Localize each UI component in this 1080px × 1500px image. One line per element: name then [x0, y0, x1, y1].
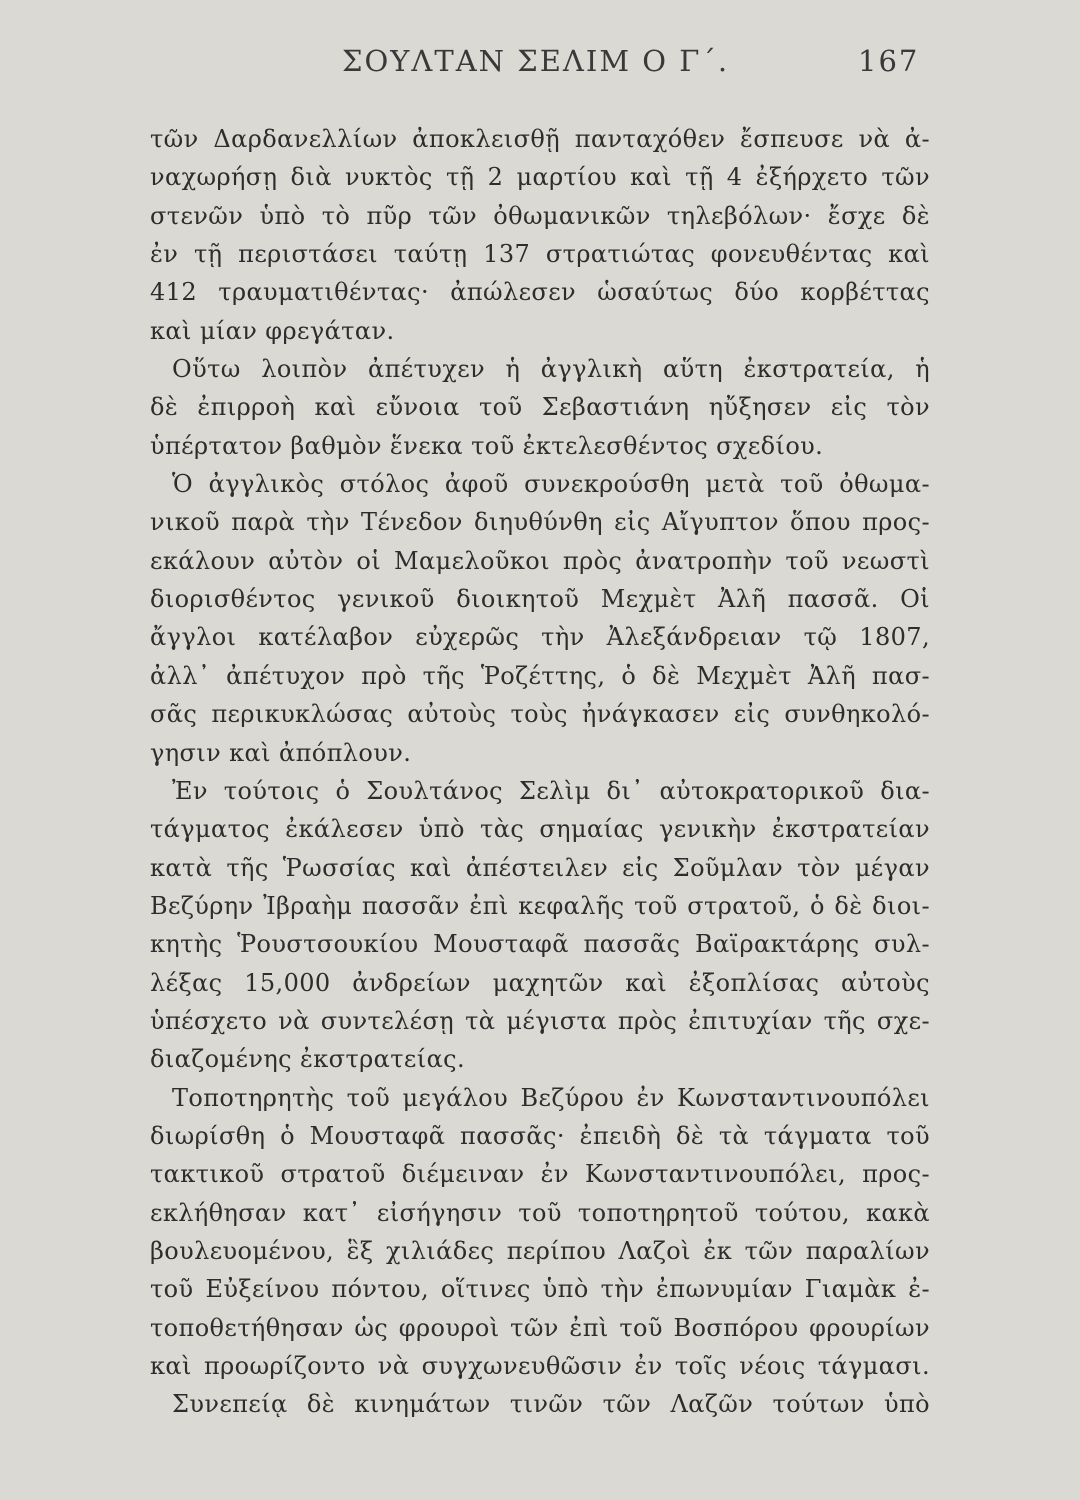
text-line: ὑπέσχετο νὰ συντελέσῃ τὰ μέγιστα πρὸς ἐπιτυχίαν τῆς σχε-	[150, 1006, 930, 1035]
text-line: ἄγγλοι κατέλαβον εὐχερῶς τὴν Ἀλεξάνδρειαν τῷ 1807,	[150, 623, 930, 652]
text-line: τάγματος ἐκάλεσεν ὑπὸ τὰς σημαίας γενικὴν ἐκστρατείαν	[150, 815, 930, 844]
text-line: τακτικοῦ στρατοῦ διέμειναν ἐν Κωνσταντινουπόλει, προς-	[150, 1160, 930, 1189]
text-line: ἐν τῇ περιστάσει ταύτῃ 137 στρατιώτας φονευθέντας καὶ	[150, 240, 930, 269]
text-line: σᾶς περικυκλώσας αὐτοὺς τοὺς ἠνάγκασεν εἰς συνθηκολό-	[150, 700, 930, 729]
text-line: Βεζύρην Ἰβραὴμ πασσᾶν ἐπὶ κεφαλῆς τοῦ στρατοῦ, ὁ δὲ διοι-	[150, 891, 930, 920]
text-line: ὑπέρτατον βαθμὸν ἕνεκα τοῦ ἐκτελεσθέντος σχεδίου.	[150, 431, 824, 460]
text-line: Ὁ ἀγγλικὸς στόλος ἀφοῦ συνεκρούσθη μετὰ τοῦ ὀθωμα-	[172, 470, 930, 499]
text-line: καὶ μίαν φρεγάταν.	[150, 316, 395, 345]
text-line: κητὴς Ῥουστσουκίου Μουσταφᾶ πασσᾶς Βαϊρακτάρης συλ-	[150, 930, 930, 959]
text-line: κατὰ τῆς Ῥωσσίας καὶ ἀπέστειλεν εἰς Σοῦμλαν τὸν μέγαν	[150, 853, 930, 882]
text-line: τῶν Δαρδανελλίων ἀποκλεισθῇ πανταχόθεν ἔσπευσε νὰ ἀ-	[150, 125, 930, 153]
text-line: τοποθετήθησαν ὡς φρουροὶ τῶν ἐπὶ τοῦ Βοσπόρου φρουρίων	[150, 1313, 930, 1342]
text-line: νικοῦ παρὰ τὴν Τένεδον διηυθύνθη εἰς Αἴγυπτον ὅπου προς-	[150, 508, 930, 537]
text-line: διωρίσθη ὁ Μουσταφᾶ πασσᾶς· ἐπειδὴ δὲ τὰ τάγματα τοῦ	[150, 1121, 930, 1150]
text-line: στενῶν ὑπὸ τὸ πῦρ τῶν ὀθωμανικῶν τηλεβόλων· ἔσχε δὲ	[150, 201, 930, 230]
page-number: 167	[858, 44, 920, 78]
text-line: Οὕτω λοιπὸν ἀπέτυχεν ἡ ἀγγλικὴ αὕτη ἐκστρατεία, ἡ	[172, 355, 930, 384]
text-line: Ἐν τούτοις ὁ Σουλτάνος Σελὶμ δι᾽ αὐτοκρατορικοῦ δια-	[172, 776, 930, 805]
text-line: εκάλουν αὐτὸν οἱ Μαμελοῦκοι πρὸς ἀνατροπὴν τοῦ νεωστὶ	[150, 546, 930, 575]
text-line: εκλήθησαν κατ᾽ εἰσήγησιν τοῦ τοποτηρητοῦ τούτου, κακὰ	[150, 1198, 930, 1227]
text-line: λέξας 15,000 ἀνδρείων μαχητῶν καὶ ἐξοπλίσας αὐτοὺς	[150, 968, 930, 997]
text-line: Τοποτηρητὴς τοῦ μεγάλου Βεζύρου ἐν Κωνσταντινουπόλει	[172, 1083, 930, 1112]
text-line: δὲ ἐπιρροὴ καὶ εὔνοια τοῦ Σεβαστιάνη ηὔξησεν εἰς τὸν	[150, 393, 930, 422]
running-head	[0, 44, 1080, 84]
text-line: τοῦ Εὐξείνου πόντου, οἵτινες ὑπὸ τὴν ἐπωνυμίαν Γιαμὰκ ἐ-	[150, 1275, 930, 1304]
text-line: Συνεπείᾳ δὲ κινημάτων τινῶν τῶν Λαζῶν τούτων ὑπὸ	[172, 1390, 930, 1419]
running-title: ΣΟΥΛΤΑΝ ΣΕΛΙΜ Ο Γ΄.	[342, 44, 730, 78]
text-line: καὶ προωρίζοντο νὰ συγχωνευθῶσιν ἐν τοῖς νέοις τάγμασι.	[150, 1352, 930, 1380]
text-line: διαζομένης ἐκστρατείας.	[150, 1045, 466, 1074]
body-text	[150, 120, 930, 1424]
text-line: ναχωρήσῃ διὰ νυκτὸς τῇ 2 μαρτίου καὶ τῇ 4 ἐξήρχετο τῶν	[150, 163, 930, 192]
text-line: ἀλλ᾽ ἀπέτυχον πρὸ τῆς Ῥοζέττης, ὁ δὲ Μεχμὲτ Ἀλῆ πασ-	[150, 661, 930, 690]
text-line: 412 τραυματιθέντας· ἀπώλεσεν ὡσαύτως δύο κορβέττας	[150, 278, 930, 307]
text-line: διορισθέντος γενικοῦ διοικητοῦ Μεχμὲτ Ἀλῆ πασσᾶ. Οἱ	[150, 585, 930, 614]
text-line: βουλευομένου, ἓξ χιλιάδες περίπου Λαζοὶ ἐκ τῶν παραλίων	[150, 1236, 930, 1265]
text-line: γησιν καὶ ἀπόπλουν.	[150, 738, 412, 767]
